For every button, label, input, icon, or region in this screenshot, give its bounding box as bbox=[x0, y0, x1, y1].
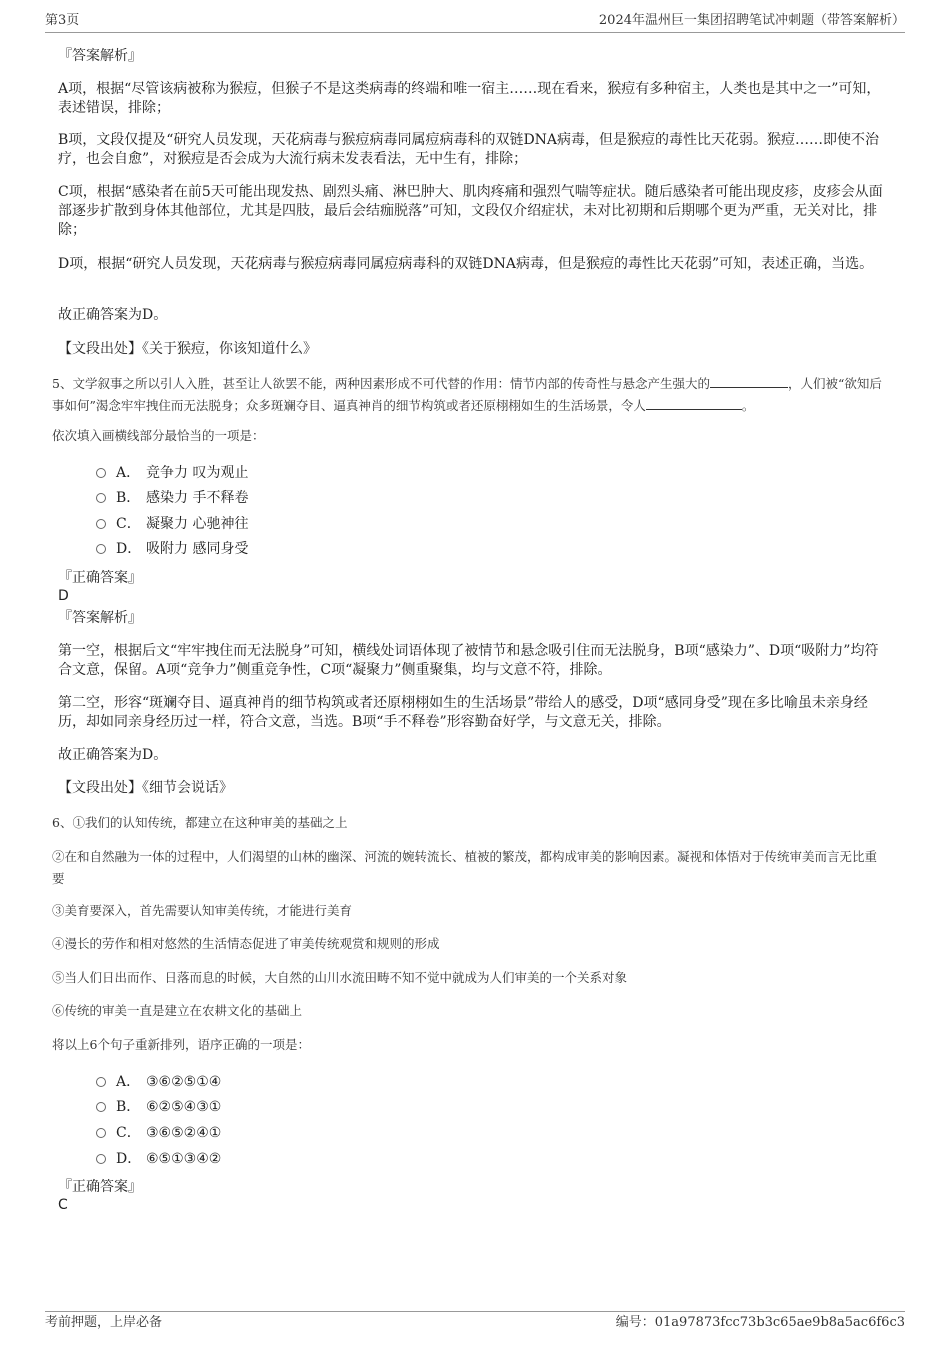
q5-stem-part1: 5、文学叙事之所以引人入胜，甚至让人欲罢不能，两种因素形成不可代替的作用：情节内部的传奇性与悬念产生强大的 bbox=[52, 376, 710, 391]
q5-analysis-para1: 第一空，根据后文“牢牢拽住而无法脱身”可知，横线处词语体现了被情节和悬念吸引住而无法脱身，B项“感染力”、D项“吸附力”均符合文意，保留。A项“竞争力”侧重竞争性，C项“凝聚力”侧重聚集，均与文意不符，排除。 bbox=[58, 643, 879, 678]
q4-conclusion: 故正确答案为D。 bbox=[58, 307, 168, 323]
q5-blank-2 bbox=[646, 395, 742, 410]
q5-option-c[interactable] bbox=[96, 515, 888, 534]
q6-option-d[interactable] bbox=[96, 1150, 888, 1169]
q6-sentence-2: ②在和自然融为一体的过程中，人们渴望的山林的幽深、河流的婉转流长、植被的繁茂，都构成审美的影响因素。凝视和体悟对于传统审美而言无比重要 bbox=[52, 849, 878, 886]
radio-icon[interactable] bbox=[96, 493, 106, 503]
q5-stem-part3: 。 bbox=[741, 398, 755, 413]
q4-source: 【文段出处】《关于猴痘，你该知道什么》 bbox=[58, 341, 317, 357]
q6-option-b[interactable] bbox=[96, 1098, 888, 1117]
option-text: 竞争力 叹为观止 bbox=[146, 465, 249, 481]
page-number: 第3页 bbox=[45, 13, 80, 28]
q5-correct-label: 『正确答案』 bbox=[58, 570, 142, 586]
q5-stem bbox=[52, 373, 888, 417]
option-letter: A． bbox=[116, 1074, 141, 1090]
page-footer bbox=[45, 1311, 905, 1332]
option-letter: B． bbox=[116, 490, 141, 506]
q5-analysis-label: 『答案解析』 bbox=[58, 610, 142, 626]
q6-option-c[interactable] bbox=[96, 1124, 888, 1143]
q5-prompt: 依次填入画横线部分最恰当的一项是： bbox=[52, 428, 265, 443]
q5-blank-1 bbox=[710, 373, 788, 388]
option-letter: D． bbox=[116, 1151, 142, 1167]
q6-sentence-6: ⑥传统的审美一直是建立在农耕文化的基础上 bbox=[52, 1003, 303, 1018]
q5-stem-part2: ，人们被“欲知后事如何”渴念牢牢拽住而无法脱身；众多斑斓夺目、逼真神肖的细节构筑或者还原栩栩如生的生活场景，令人 bbox=[52, 376, 882, 413]
q4-analysis-label: 『答案解析』 bbox=[58, 48, 142, 64]
option-text: ③⑥⑤②④① bbox=[146, 1125, 222, 1141]
option-letter: C． bbox=[116, 1125, 141, 1141]
q6-option-a[interactable] bbox=[96, 1073, 888, 1092]
document-id: 编号：01a97873fcc73b3c65ae9b8a5ac6f6c3 bbox=[615, 1315, 905, 1330]
q5-source: 【文段出处】《细节会说话》 bbox=[58, 780, 233, 796]
q4-analysis-a: A项，根据“尽管该病被称为猴痘，但猴子不是这类病毒的终端和唯一宿主……现在看来，猴痘有多种宿主，人类也是其中之一”可知，表述错误，排除； bbox=[58, 81, 881, 116]
option-text: 感染力 手不释卷 bbox=[146, 490, 249, 506]
q4-analysis-d: D项，根据“研究人员发现，天花病毒与猴痘病毒同属痘病毒科的双链DNA病毒，但是猴痘的毒性比天花弱”可知，表述正确，当选。 bbox=[58, 256, 874, 272]
q5-option-b[interactable] bbox=[96, 489, 888, 508]
option-letter: D． bbox=[116, 541, 142, 557]
option-text: ③⑥②⑤①④ bbox=[146, 1074, 222, 1090]
q5-option-a[interactable] bbox=[96, 464, 888, 483]
q4-analysis-c: C项，根据“感染者在前5天可能出现发热、剧烈头痛、淋巴肿大、肌肉疼痛和强烈气喘等症状。随后感染者可能出现皮疹，皮疹会从面部逐步扩散到身体其他部位，尤其是四肢，最后会结痂脱落”可知，文段仅介绍症状，未对比初期和后期哪个更为严重，无关对比，排除； bbox=[58, 184, 883, 238]
q6-sentence-5: ⑤当人们日出而作、日落而息的时候，大自然的山川水流田畴不知不觉中就成为人们审美的一个关系对象 bbox=[52, 970, 628, 985]
option-letter: B． bbox=[116, 1099, 141, 1115]
option-letter: A． bbox=[116, 465, 141, 481]
q5-correct-answer: D bbox=[58, 588, 69, 604]
document-title: 2024年温州巨一集团招聘笔试冲刺题（带答案解析） bbox=[598, 13, 905, 28]
q5-analysis-para2: 第二空，形容“斑斓夺目、逼真神肖的细节构筑或者还原栩栩如生的生活场景”带给人的感受，D项“感同身受”现在多比喻虽未亲身经历，却如同亲身经历过一样，符合文意，当选。B项“手不释卷”形容勤奋好学，与文意无关，排除。 bbox=[58, 695, 868, 730]
q6-sentence-1: 6、①我们的认知传统，都建立在这种审美的基础之上 bbox=[52, 815, 348, 830]
radio-icon[interactable] bbox=[96, 1077, 106, 1087]
option-text: 吸附力 感同身受 bbox=[146, 541, 249, 557]
q6-correct-answer: C bbox=[58, 1197, 68, 1213]
radio-icon[interactable] bbox=[96, 544, 106, 554]
q6-sentence-3: ③美育要深入，首先需要认知审美传统，才能进行美育 bbox=[52, 903, 353, 918]
q6-correct-label: 『正确答案』 bbox=[58, 1179, 142, 1195]
page-header bbox=[45, 12, 905, 33]
radio-icon[interactable] bbox=[96, 1128, 106, 1138]
q5-option-d[interactable] bbox=[96, 540, 888, 559]
option-text: 凝聚力 心驰神往 bbox=[146, 516, 249, 532]
radio-icon[interactable] bbox=[96, 1154, 106, 1164]
q5-conclusion: 故正确答案为D。 bbox=[58, 747, 168, 763]
radio-icon[interactable] bbox=[96, 1102, 106, 1112]
option-letter: C． bbox=[116, 516, 141, 532]
q6-sentence-4: ④漫长的劳作和相对悠然的生活情态促进了审美传统观赏和规则的形成 bbox=[52, 936, 440, 951]
q4-analysis-b: B项，文段仅提及“研究人员发现，天花病毒与猴痘病毒同属痘病毒科的双链DNA病毒，但是猴痘的毒性比天花弱。猴痘……即使不治疗，也会自愈”，对猴痘是否会成为大流行病未发表看法，无中生有，排除； bbox=[58, 132, 880, 167]
q6-prompt: 将以上6个句子重新排列，语序正确的一项是： bbox=[52, 1037, 310, 1052]
option-text: ⑥②⑤④③① bbox=[146, 1099, 222, 1115]
footer-slogan: 考前押题，上岸必备 bbox=[45, 1315, 163, 1330]
option-text: ⑥⑤①③④② bbox=[146, 1151, 222, 1167]
radio-icon[interactable] bbox=[96, 468, 106, 478]
radio-icon[interactable] bbox=[96, 519, 106, 529]
